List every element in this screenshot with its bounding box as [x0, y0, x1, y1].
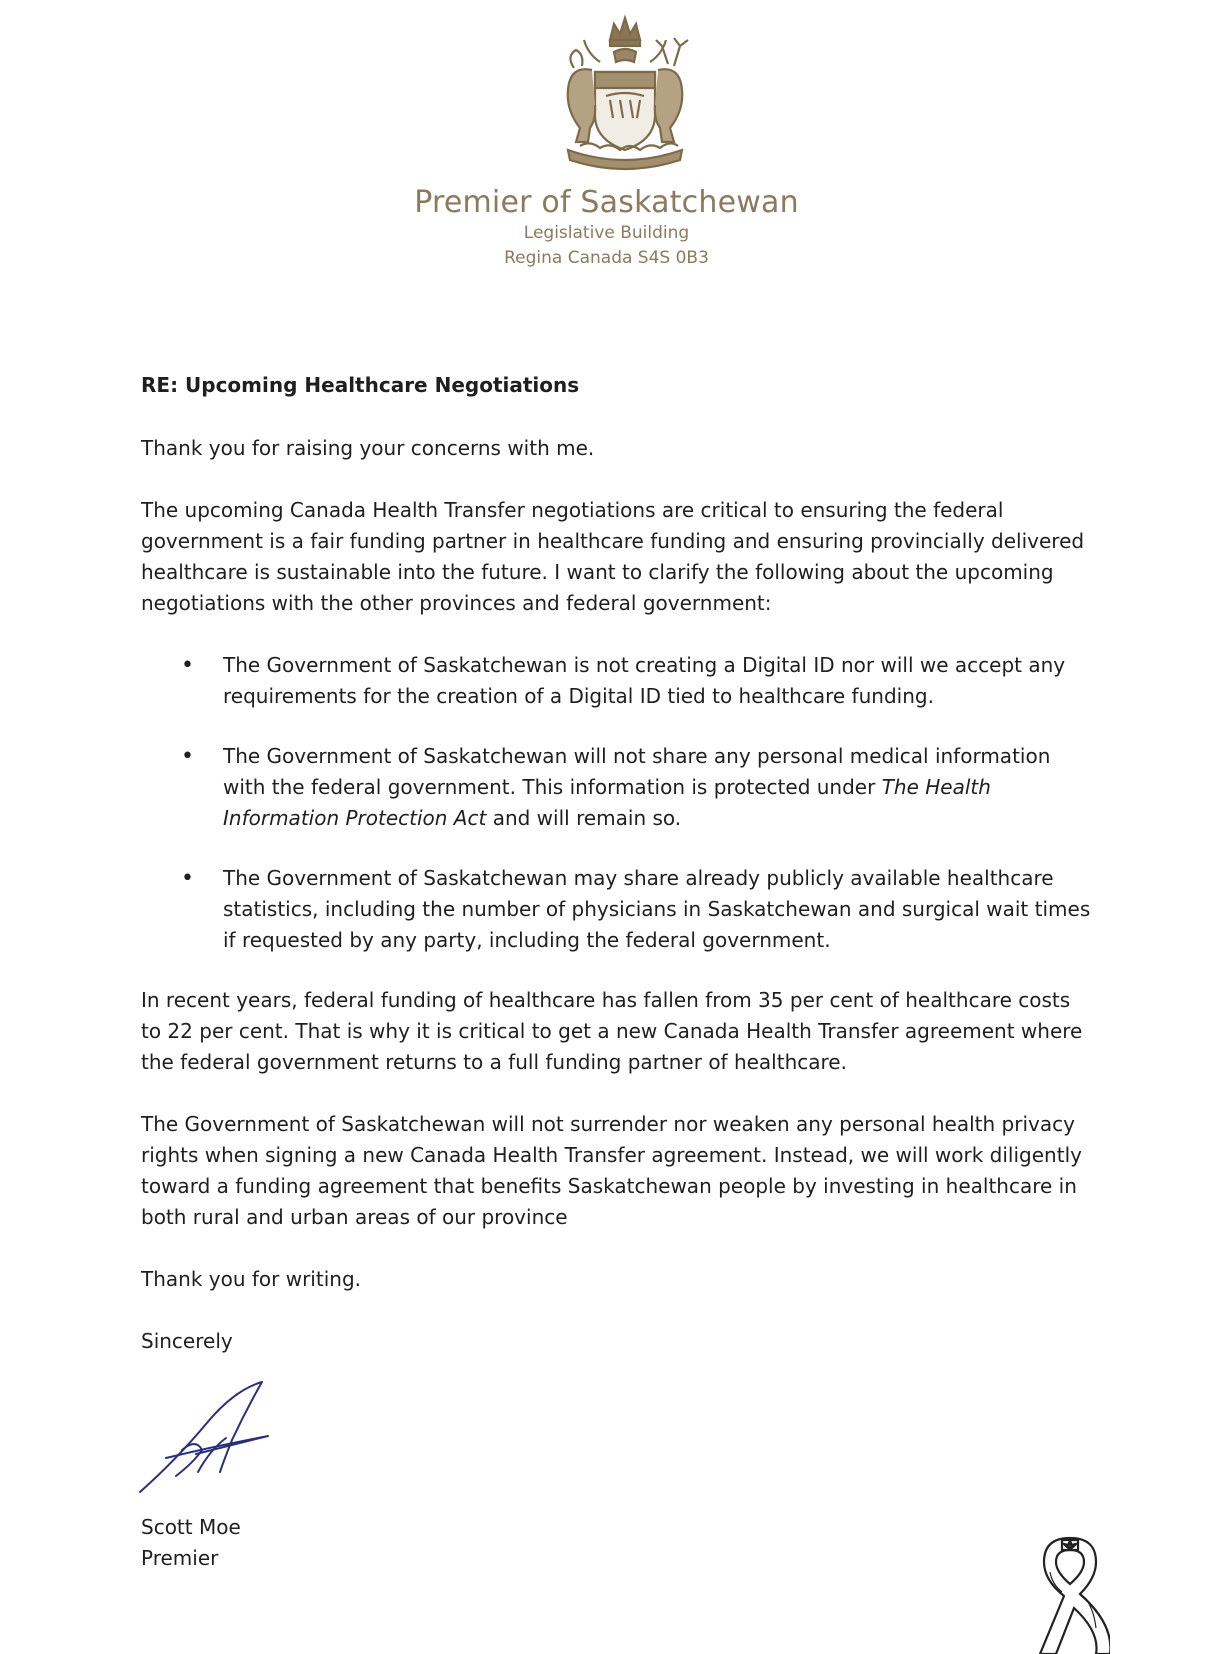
signer-name: Scott Moe — [141, 1515, 241, 1539]
address-city: Regina Canada S4S 0B3 — [504, 248, 709, 268]
list-item-text: The Government of Saskatchewan is not creating a Digital ID nor will we accept any requirements for the creation of a Digital ID tied to healthcare funding. — [223, 653, 1066, 708]
closing-thanks: Thank you for writing. — [141, 1267, 361, 1291]
list-item-text — [223, 744, 1050, 830]
list-item-text-end: and will remain so. — [486, 806, 682, 830]
handwritten-signature-icon — [136, 1380, 281, 1500]
signer-block — [141, 1512, 241, 1574]
address-building: Legislative Building — [523, 223, 690, 243]
support-our-troops-ribbon-icon — [1030, 1532, 1110, 1654]
bullet-icon: • — [181, 866, 194, 891]
subject-line: RE: Upcoming Healthcare Negotiations — [141, 373, 580, 397]
bullet-icon: • — [181, 744, 194, 769]
opening-paragraph: Thank you for raising your concerns with me. — [141, 436, 595, 460]
clarification-list — [141, 650, 1091, 956]
office-title: Premier of Saskatchewan — [414, 185, 799, 220]
list-item — [141, 741, 1091, 834]
letterhead — [0, 185, 1213, 271]
bullet-icon: • — [181, 653, 194, 678]
list-item-text-start: The Government of Saskatchewan will not share any personal medical information with the federal government. This information is protected under — [223, 744, 1051, 799]
intro-paragraph: The upcoming Canada Health Transfer negotiations are critical to ensuring the federal government is a fair funding partner in healthcare funding and ensuring provincially delivered healthcare is sustainable into the future. I want to clarify the following about the upcoming negotiations with the other provinces and federal government: — [141, 498, 1085, 615]
act-name: The Health Information Protection Act — [223, 775, 991, 830]
saskatchewan-coat-of-arms-icon — [540, 10, 710, 180]
funding-paragraph: In recent years, federal funding of healthcare has fallen from 35 per cent of healthcare costs to 22 per cent. That is why it is critical to get a new Canada Health Transfer agreement where the federal government returns to a full funding partner of healthcare. — [141, 988, 1083, 1074]
list-item — [141, 650, 1091, 712]
privacy-paragraph: The Government of Saskatchewan will not surrender nor weaken any personal health privacy rights when signing a new Canada Health Transfer agreement. Instead, we will work diligently toward a funding agreement that benefits Saskatchewan people by investing in healthcare in both rural and urban areas of our province — [141, 1112, 1082, 1229]
sign-off: Sincerely — [141, 1329, 233, 1353]
list-item — [141, 863, 1091, 956]
letter-body — [141, 370, 1091, 1388]
list-item-text: The Government of Saskatchewan may share already publicly available healthcare statistics, including the number of physicians in Saskatchewan and surgical wait times if requested by any party, including the federal government. — [223, 866, 1091, 952]
signer-title: Premier — [141, 1546, 219, 1570]
